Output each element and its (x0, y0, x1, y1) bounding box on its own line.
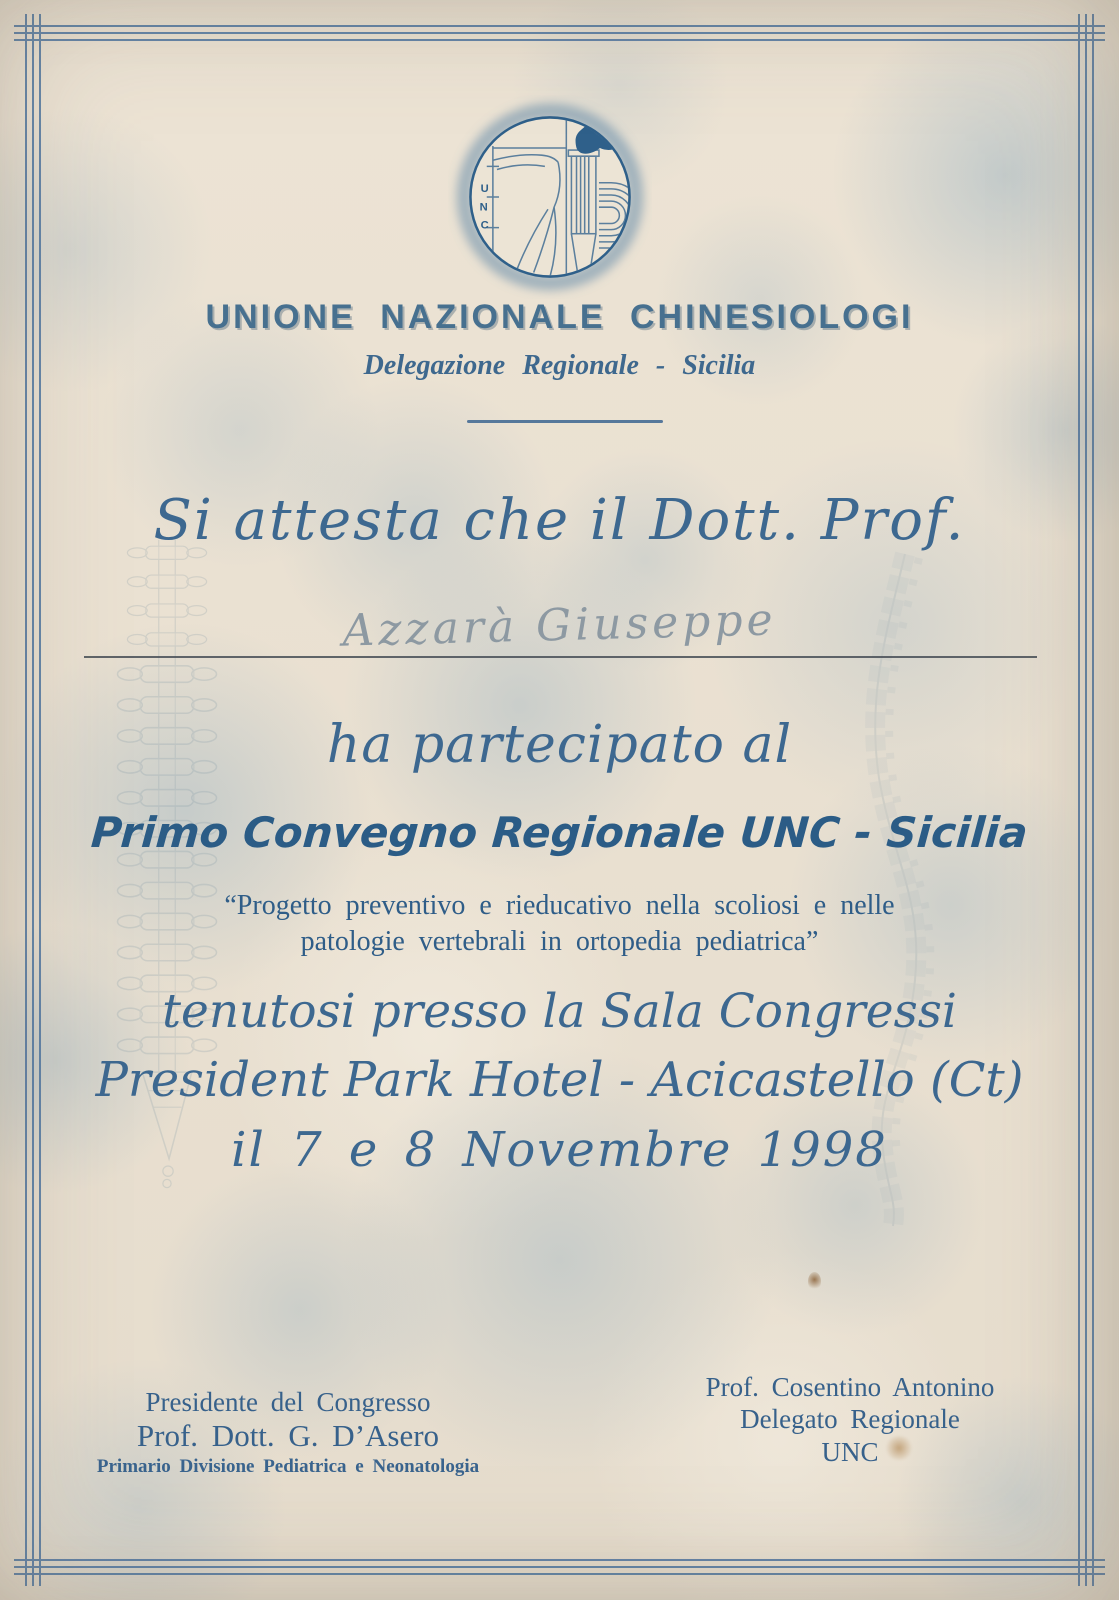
participation-line: ha partecipato al (326, 715, 793, 775)
event-theme-line1: “Progetto preventivo e rieducativo nella scoliosi e nelle (224, 890, 895, 921)
signature-left-role: Presidente del Congresso (145, 1387, 431, 1417)
signature-right-role: Delegato Regionale (740, 1404, 960, 1435)
logo-letter-c: C (480, 219, 489, 232)
org-subtitle: Delegazione Regionale - Sicilia (363, 350, 756, 381)
org-title: UNIONE NAZIONALE CHINESIOLOGI (205, 298, 914, 336)
signature-right-org: UNC (821, 1436, 879, 1467)
venue-line2: President Park Hotel - Acicastello (Ct) (95, 1052, 1024, 1108)
event-date: il 7 e 8 Novembre 1998 (231, 1122, 888, 1178)
logo-letters (480, 183, 489, 232)
signature-block-left (78, 1386, 498, 1481)
recipient-name-line (84, 656, 1037, 658)
event-title: Primo Convegno Regionale UNC - Sicilia (89, 808, 1030, 857)
logo-letter-n: N (479, 201, 488, 214)
unc-logo-icon (448, 95, 652, 299)
recipient-name-handwritten: Azzarà Giuseppe (341, 594, 778, 657)
attestation-intro: Si attesta che il Dott. Prof. (153, 488, 966, 553)
venue-line1: tenutosi presso la Sala Congressi (162, 984, 957, 1039)
event-theme-line2: patologie vertebrali in ortopedia pediatrica” (300, 926, 819, 957)
title-divider (467, 420, 663, 423)
signature-left-title: Primario Divisione Pediatrica e Neonatologia (96, 1456, 480, 1478)
signature-left-name: Prof. Dott. G. D’Asero (136, 1418, 440, 1454)
signature-block-right (640, 1371, 1060, 1468)
logo-letter-u: U (480, 182, 489, 195)
signature-right-name: Prof. Cosentino Antonino (705, 1372, 995, 1402)
